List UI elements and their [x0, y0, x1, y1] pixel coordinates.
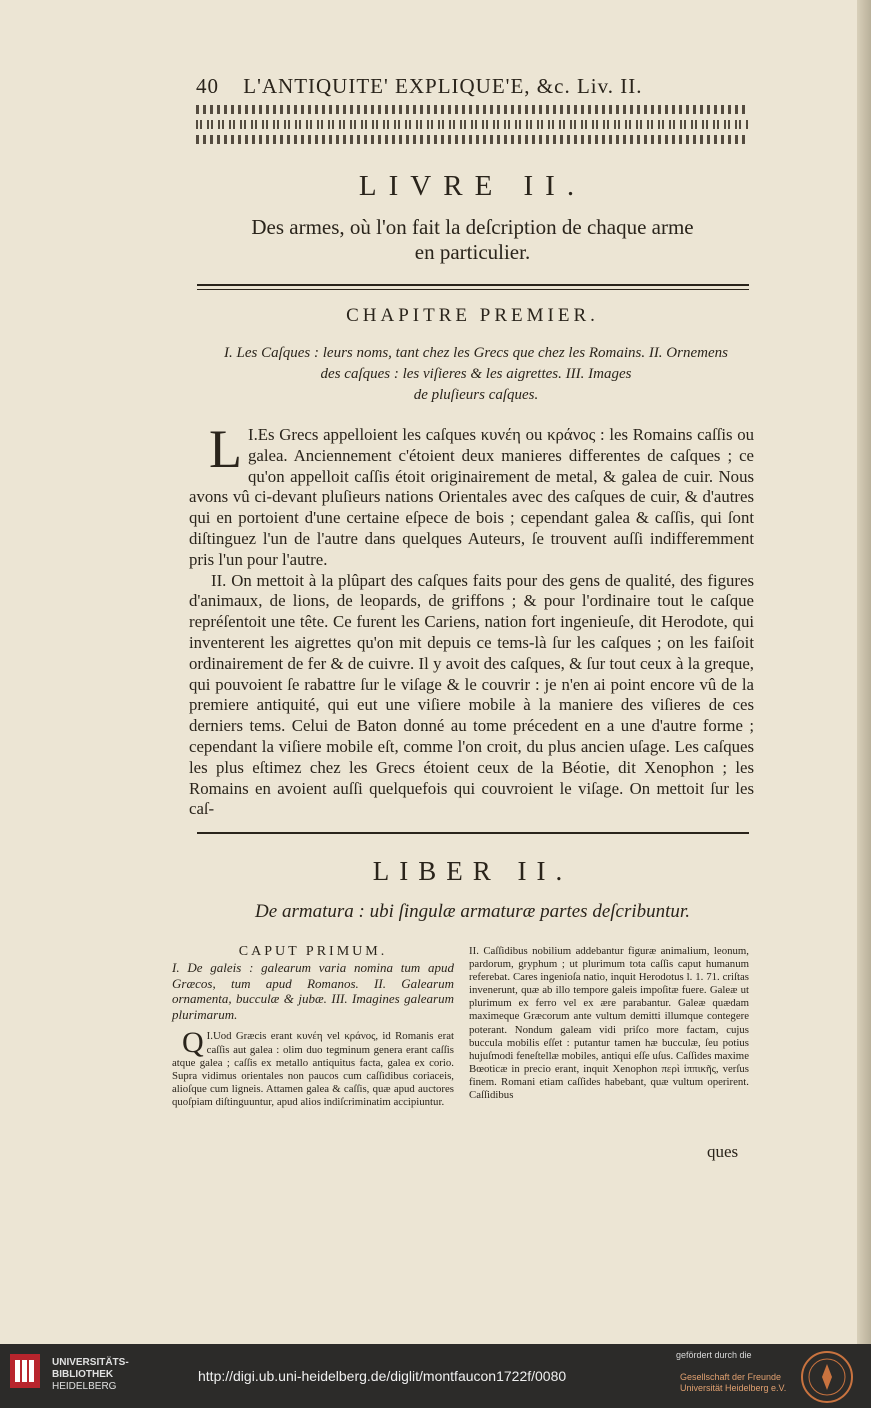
latin-paragraph-1-text: Uod Græcis erant κυνέη vel κράνος, id Romanis erat caſſis aut galea : olim duo tegminum genera erant caſſis atque galea ; caſſis ex metallo antiquitus facta, galea ex corio. Supra vidimus orientales non paucos cum caſſidibus coriaceis, alioſque cum ligneis. Attamen galea & caſſis, quæ apud auctores quoſpiam diſtinguuntur, apud alios indiſcriminatim accipiuntur.	[172, 1030, 454, 1108]
page-edge	[857, 0, 871, 1344]
chapter-summary-line-2: des caſques : les viſieres & les aigrettes. III. Images	[320, 366, 632, 382]
running-title: L'ANTIQUITE' EXPLIQUE'E, &c. Liv. II.	[243, 74, 643, 98]
institution-name	[52, 1357, 129, 1393]
latin-column-right	[469, 945, 749, 1102]
catchword: ques	[707, 1142, 739, 1161]
permalink-url[interactable]: http://digi.ub.uni-heidelberg.de/diglit/montfaucon1722f/0080	[198, 1368, 567, 1384]
liber-title: LIBER II.	[372, 856, 573, 886]
sponsor-line-1: Gesellschaft der Freunde	[680, 1372, 782, 1382]
livre-subtitle-line-1: Des armes, où l'on fait la deſcription de chaque arme	[251, 215, 694, 239]
viewer-footer	[0, 1344, 871, 1408]
french-body-text	[189, 419, 754, 820]
institution-line-1: UNIVERSITÄTS-	[52, 1357, 129, 1368]
latin-drop-capital: Q	[182, 1026, 204, 1060]
paragraph-1-text: Es Grecs appelloient les caſques κυνέη ou κράνος : les Romains caſſis ou galea. Anciennement c'étoient deux manieres differentes de caſques ; ce qu'on appelloit caſſis étoit originairement de metal, & galea de cuir. Nous avons vû ci-devant pluſieurs nations Orientales avec des caſques de cuir, & d'autres qui en portoient d'une certaine eſpece de bois ; cependant galea & caſſis, qui ſont diſtinguez l'un de l'autre dans quelques Auteurs, ſe trouvent auſſi indifferemment pris l'un pour l'autre.	[189, 425, 754, 569]
livre-subtitle	[196, 215, 749, 265]
library-logo-icon	[10, 1354, 40, 1388]
caput-title: CAPUT PRIMUM.	[238, 944, 388, 959]
latin-column-left	[172, 945, 454, 1109]
latin-paragraph-number: I.	[206, 1030, 213, 1043]
institution-line-3: HEIDELBERG	[52, 1381, 117, 1392]
livre-title: LIVRE II.	[358, 170, 587, 202]
sponsor-name	[680, 1372, 786, 1394]
chapter-summary-line-1: I. Les Caſques : leurs noms, tant chez les Grecs que chez les Romains. II. Ornemens	[224, 345, 728, 361]
section-rule-top-thin	[197, 289, 749, 290]
latin-paragraph-1	[172, 1026, 454, 1109]
paragraph-number: I.	[248, 425, 258, 444]
institution-line-2: BIBLIOTHEK	[52, 1369, 114, 1380]
chapter-title: CHAPITRE PREMIER.	[346, 305, 599, 326]
page-number: 40	[196, 74, 219, 98]
running-head	[196, 74, 756, 99]
caput-summary: I. De galeis : galearum varia nomina tum apud Græcos, tum apud Romanos. II. Galearum ornamenta, bucculæ & jubæ. III. Imagines galearum plurimarum.	[172, 960, 454, 1022]
chapter-summary-line-3: de pluſieurs caſques.	[413, 387, 539, 403]
decorative-border-ornament	[196, 105, 749, 145]
section-rule-middle	[197, 832, 749, 834]
university-seal-icon	[800, 1350, 854, 1404]
livre-subtitle-line-2: en particulier.	[414, 240, 531, 264]
latin-paragraph-2: II. Caſſidibus nobilium addebantur figuræ animalium, leonum, pardorum, gryphum ; ut plurimum tota caſſis caput humanum referebat. Cares ingenioſa natio, inquit Herodotus l. 1. 71. criſtas invenerunt, quæ ab illo tempore galeis impoſitæ fuere. Galeæ ut plurimum ex ferro vel ex ære parabantur. Galeæ quædam maximeque Græcorum ante vultum demitti illumque contegere poterant. Nondum galeam vidi priſco more factam, cujus buccula mobilis eſſet : putantur tamen hæ bucculæ, ſeu potius hujuſmodi feneſtellæ mobiles, antiqui eſſe uſus. Caſſides maxime Bœoticæ in precio erant, inquit Xenophon περὶ ἱππικῆς, verſus finem. Romani etiam caſſides habebant, quæ vultum operirent. Caſſidibus	[469, 945, 749, 1102]
sponsor-line-2: Universität Heidelberg e.V.	[680, 1383, 787, 1393]
liber-subtitle: De armatura : ubi ſingulæ armaturæ partes deſcribuntur.	[255, 901, 690, 922]
section-rule-top	[197, 284, 749, 286]
french-paragraph-2: II. On mettoit à la plûpart des caſques faits pour des gens de qualité, des figures d'animaux, de lions, de leopards, de griffons ; & pour l'ordinaire tout le caſque repréſentoit une tête. Ce furent les Cariens, nation fort ingenieuſe, dit Herodote, qui inventerent les aigrettes qu'on mit depuis ce tems-là ſur les caſques ; on les faiſoit ordinairement de fer & de cuivre. Il y avoit des caſques, & ſur tout ceux à la greque, qui pouvoient ſe rabattre ſur le viſage & le couvrir : je n'en ai point encore vû de la premiere antiquité, qui eut une viſiere mobile à la maniere des viſieres de ces derniers tems. Celui de Baton donné au tome précedent en a une d'autre forme ; cependant la viſiere mobile eſt, comme l'on croit, du plus ancien uſage. Les caſques les plus eſtimez chez les Grecs étoient ceux de la Béotie, dit Xenophon ; les Romains en avoient auſſi quelquefois qui couvroient le viſage. On mettoit ſur les caſ-	[189, 570, 754, 819]
french-paragraph-1	[189, 419, 754, 571]
chapter-summary	[196, 343, 756, 406]
drop-capital: L	[209, 419, 242, 479]
sponsor-label: gefördert durch die	[676, 1350, 752, 1360]
